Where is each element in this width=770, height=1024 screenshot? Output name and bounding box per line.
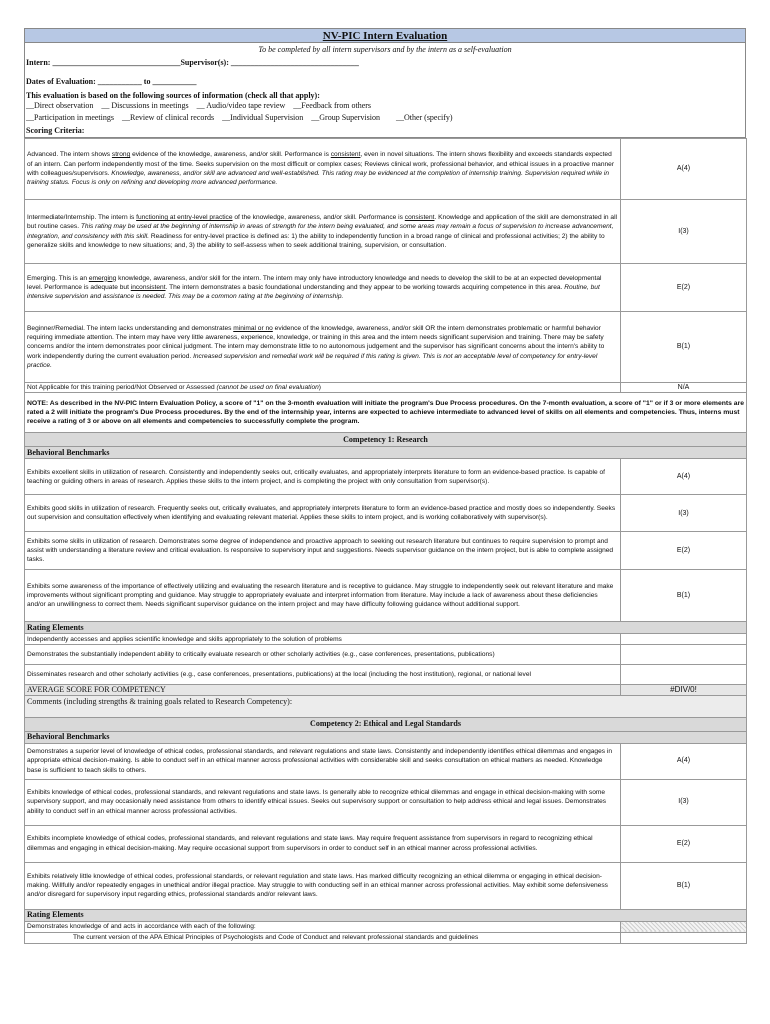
criteria-score: B(1) — [621, 312, 747, 383]
criteria-row-intermediate — [25, 200, 747, 264]
competency-1-title: Competency 1: Research — [25, 433, 747, 447]
criteria-row-beginner — [25, 312, 747, 383]
criteria-score: A(4) — [621, 139, 747, 200]
competency-1-benchmarks-header — [25, 447, 747, 459]
rating-element-text: Demonstrates knowledge of and acts in accordance with each of the following: — [25, 921, 621, 932]
sources-row-1[interactable]: __Direct observation __ Discussions in meetings __ Audio/video tape review __Feedback from others — [26, 101, 372, 110]
average-score-label: AVERAGE SCORE FOR COMPETENCY — [25, 685, 621, 695]
rating-element-text: Demonstrates the substantially independent ability to critically evaluate research or other scholarly activities (e.g., case conferences, presentations, publications) — [25, 645, 621, 665]
rating-element-row — [25, 932, 747, 943]
benchmark-row — [25, 779, 747, 825]
evaluation-form — [24, 28, 746, 944]
rating-element-row — [25, 665, 747, 685]
competency-2-header-row — [25, 717, 747, 731]
benchmarks-label: Behavioral Benchmarks — [25, 447, 747, 459]
rating-elements-label: Rating Elements — [25, 622, 747, 634]
intern-supervisor-line[interactable]: Intern: ________________________________Supervisor(s): ________________________________ — [26, 58, 359, 67]
benchmark-row — [25, 862, 747, 909]
benchmark-description: Exhibits incomplete knowledge of ethical codes, professional standards, and relevant regulations and state laws. May require frequent assistance from supervisors in regard to recognizing ethical dilemmas and engaging in ethical decision-making. May require occasional support from supervisors in order to conduct self in an ethical manner across professional activities. — [25, 825, 621, 862]
benchmark-description: Exhibits some skills in utilization of research. Demonstrates some degree of independence and proactive approach to seeking out research literature but continues to require supervision to prompt and assist with understanding a literature review and critical evaluation. Is responsive to supervisory input and suggestions. Needs supervisor guidance on the intern project, but is able to complete assigned tasks. — [25, 532, 621, 570]
benchmark-score: E(2) — [621, 532, 747, 570]
due-process-note: NOTE: As described in the NV-PIC Intern Evaluation Policy, a score of "1" on the 3-month evaluation will initiate the program's Due Process procedures. On the 7-month evaluation, a score of "1" or if 3 or more elements are rated a 2 will initiate the program's Due Process procedures. By the end of the internship year, interns are expected to achieve intermediate to advanced level of skills on all elements and competencies. Thus, interns must receive a rating of 3 or above on all elements and competencies to successfully complete the program. — [25, 393, 747, 433]
competency-2-benchmarks-header — [25, 731, 747, 743]
benchmark-description: Demonstrates a superior level of knowledge of ethical codes, professional standards, and relevant regulations and state laws. Consistently and independently identifies ethical dilemmas and engages in appropriate ethical decision-making. Is able to conduct self in an ethical manner across professional activities with considerable skill and seeks consultation on ethical matters as needed. Knowledge base is sufficient to teach skills to others. — [25, 743, 621, 779]
benchmark-row — [25, 459, 747, 495]
rating-input-cell[interactable] — [621, 634, 747, 645]
scoring-criteria-label: Scoring Criteria: — [26, 126, 85, 135]
form-subtitle: To be completed by all intern supervisors and by the intern as a self-evaluation — [24, 43, 746, 56]
benchmark-row — [25, 532, 747, 570]
average-score-row — [25, 685, 747, 695]
benchmark-score: B(1) — [621, 570, 747, 622]
competency-2-title: Competency 2: Ethical and Legal Standards — [25, 717, 747, 731]
benchmark-description: Exhibits some awareness of the importance of effectively utilizing and evaluating the research literature and is receptive to guidance. May struggle to independently seek out relevant literature and make improvements without significant prompting and guidance. May struggle to appropriately evaluate and interpret information from literature. May include a lack of awareness about these deficiencies and/or an unwillingness to correct them. Needs significant supervisor guidance on the intern project and may have difficulty following guidance without additional support. — [25, 570, 621, 622]
rating-input-cell[interactable] — [621, 665, 747, 685]
rating-element-text: The current version of the APA Ethical Principles of Psychologists and Code of Conduct and relevant professional standards and guidelines — [25, 932, 621, 943]
rating-element-row — [25, 634, 747, 645]
criteria-row-na — [25, 383, 747, 393]
benchmark-description: Exhibits knowledge of ethical codes, professional standards, and relevant regulations and state laws. Is generally able to recognize ethical dilemmas and engage in ethical decision-making with some supervisory support, and may occasionally need assistance from others to identify ethical issues. Seeks out supervisory support or consultation to help address ethical and legal issues. Demonstrates ability to conduct self in an ethical manner across professional activities. — [25, 779, 621, 825]
benchmarks-label: Behavioral Benchmarks — [25, 731, 747, 743]
competency-1-rating-header — [25, 622, 747, 634]
benchmark-score: I(3) — [621, 495, 747, 532]
rating-element-row — [25, 645, 747, 665]
benchmark-score: E(2) — [621, 825, 747, 862]
dates-line[interactable]: Dates of Evaluation: ___________ to ___________ — [26, 77, 197, 86]
criteria-score: I(3) — [621, 200, 747, 264]
criteria-description: Not Applicable for this training period/Not Observed or Assessed (cannot be used on final evaluation) — [25, 383, 621, 393]
rating-element-text: Independently accesses and applies scientific knowledge and skills appropriately to the solution of problems — [25, 634, 621, 645]
sources-row-2[interactable]: __Participation in meetings __Review of clinical records __Individual Supervision __Group Supervision __Other (specify) — [26, 113, 453, 122]
criteria-description: Beginner/Remedial. The intern lacks understanding and demonstrates minimal or no evidence of the knowledge, awareness, and/or skill OR the intern demonstrates problematic or harmful behavior requiring immediate attention. The intern may have very little awareness, experience, knowledge, or training in this area and the intern needs significant supervision and training. There may be safety concerns and/or the intern demonstrates poor clinical judgment. The intern may demonstrate little to no autonomous judgement and the supervisor has significant concerns about the intern's ability to work independently during the current evaluation period. Increased supervision and remedial work will be required if this rating is given. This is not an acceptable level of competency for entry-level practice. — [25, 312, 621, 383]
criteria-description: Advanced. The intern shows strong evidence of the knowledge, awareness, and/or skill. Performance is consistent, even in novel situations. The intern shows flexibility and exceeds standards expected of an intern. Can perform independently most of the time. Seeks supervision on the most difficult or complex cases; Reviews clinical work, professional behavior, and ethical issues in a proactive manner with colleagues/supervisors. Knowledge, awareness, and/or skill are advanced and well-established. This rating may be evidenced at the completion of internship training. Supervision required while in training status. Focus is only on refining and developing more advanced performance. — [25, 139, 621, 200]
benchmark-description: Exhibits relatively little knowledge of ethical codes, professional standards, or relevant regulation and state laws. Has marked difficulty recognizing an ethical dilemma or engaging in ethical decision-making. Willfully and/or repeatedly engages in unethical and/or illegal practice. May struggle to with conducting self in an ethical manner across professional activities. May exhibit some defensiveness and/or disregard for supervisory input regarding ethics, professional standards and/or relevant laws. — [25, 862, 621, 909]
competency-1-header-row — [25, 433, 747, 447]
form-header-block — [24, 56, 746, 138]
criteria-row-emerging — [25, 264, 747, 312]
scoring-criteria-table — [24, 138, 747, 944]
criteria-row-advanced — [25, 139, 747, 200]
benchmark-description: Exhibits excellent skills in utilization of research. Consistently and independently seeks out, critically evaluates, and appropriately interprets literature to form an evidence-based practice. Is capable of teaching or guiding others in areas of research. Applies these skills to the intern project, and is completing the project with only consultation from supervisor(s). — [25, 459, 621, 495]
average-score-value: #DIV/0! — [621, 685, 747, 695]
rating-element-row — [25, 921, 747, 932]
rating-input-cell[interactable] — [621, 932, 747, 943]
benchmark-row — [25, 825, 747, 862]
criteria-score: E(2) — [621, 264, 747, 312]
rating-element-text: Disseminates research and other scholarly activities (e.g., case conferences, presentations, publications) at the local (including the host institution), regional, or national level — [25, 665, 621, 685]
benchmark-row — [25, 570, 747, 622]
comments-field[interactable]: Comments (including strengths & training goals related to Research Competency): — [25, 695, 747, 717]
criteria-score: N/A — [621, 383, 747, 393]
benchmark-row — [25, 495, 747, 532]
due-process-note-row — [25, 393, 747, 433]
competency-2-rating-header — [25, 909, 747, 921]
benchmark-description: Exhibits good skills in utilization of research. Frequently seeks out, critically evaluates, and appropriately interprets literature to form an evidence-based practice and mostly does so independently. Seeks out supervision and consultation effectively when identifying and evaluating relevant material. Applies these skills to intern project, and is working collaboratively with supervisor(s). — [25, 495, 621, 532]
criteria-description: Emerging. This is an emerging knowledge, awareness, and/or skill for the intern. The intern may only have introductory knowledge and needs to develop the skill to be at an expected developmental level. Performance is adequate but inconsistent. The intern demonstrates a basic foundational understanding and they appear to be working towards acquiring competence in this area. Routine, but intensive supervision and assistance is needed. This may be a common rating at the beginning of internship. — [25, 264, 621, 312]
benchmark-score: A(4) — [621, 459, 747, 495]
criteria-description: Intermediate/Internship. The intern is functioning at entry-level practice of the knowledge, awareness, and/or skill. Performance is consistent. Knowledge and application of the skill are demonstrated in all but routine cases. This rating may be used at the beginning of internship in areas of strength for the intern being evaluated, and some areas may remain a focus of supervision to increase advancement, integration, and consistency with this skill. Readiness for entry-level practice is defined as: 1) the ability to independently function in a broad range of clinical and professional activities; 2) the ability to generalize skills and knowledge to new situations; and, 3) the ability to self-assess when to seek additional training, supervision, or consultation. — [25, 200, 621, 264]
sources-intro: This evaluation is based on the following sources of information (check all that apply): — [26, 91, 320, 100]
benchmark-row — [25, 743, 747, 779]
benchmark-score: A(4) — [621, 743, 747, 779]
benchmark-score: I(3) — [621, 779, 747, 825]
rating-elements-label: Rating Elements — [25, 909, 747, 921]
rating-input-cell[interactable] — [621, 645, 747, 665]
benchmark-score: B(1) — [621, 862, 747, 909]
comments-row — [25, 695, 747, 717]
form-title: NV-PIC Intern Evaluation — [24, 28, 746, 43]
rating-disabled-cell — [621, 921, 747, 932]
